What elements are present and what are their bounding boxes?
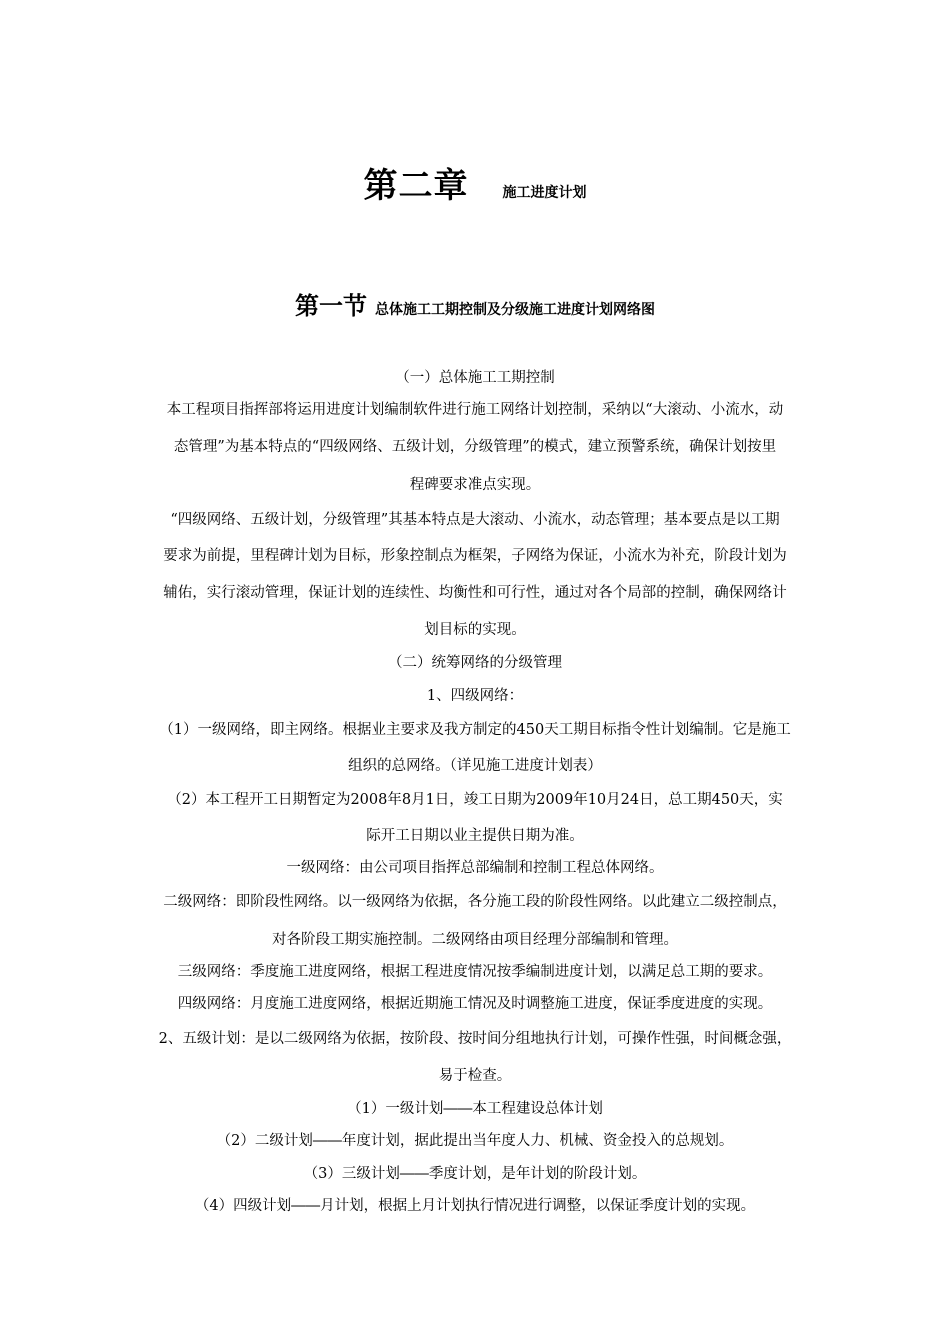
section-heading: [0, 286, 950, 321]
body-line: 程碑要求准点实现。: [409, 477, 541, 493]
chapter-heading: [0, 158, 950, 207]
body-line: 组织的总网络。（详见施工进度计划表）: [348, 758, 602, 774]
body-line: 要求为前提，里程碑计划为目标，形象控制点为框架，子网络为保证，小流水为补充，阶段计划为: [163, 548, 787, 564]
body-line: 本工程项目指挥部将运用进度计划编制软件进行施工网络计划控制，采纳以“大滚动、小流水，动: [166, 402, 784, 418]
chapter-number: 第二章: [363, 166, 469, 206]
body-line: 辅佑，实行滚动管理，保证计划的连续性、均衡性和可行性，通过对各个局部的控制，确保网络计: [163, 585, 787, 601]
body-line: 态管理”为基本特点的“四级网络、五级计划，分级管理”的模式，建立预警系统，确保计划按里: [173, 439, 777, 455]
chapter-title: 施工进度计划: [502, 185, 587, 201]
plan-item: （3）三级计划――季度计划，是年计划的阶段计划。: [303, 1166, 647, 1182]
list-heading-four-level-network: 1、四级网络：: [426, 688, 524, 704]
subheading-overall-schedule-control: （一）总体施工工期控制: [395, 370, 555, 386]
body-line: 四级网络：月度施工进度网络，根据近期施工情况及时调整施工进度，保证季度进度的实现。: [177, 996, 773, 1012]
body-line: “四级网络、五级计划，分级管理”其基本特点是大滚动、小流水，动态管理；基本要点是以工期: [170, 512, 780, 528]
body-line: 一级网络：由公司项目指挥总部编制和控制工程总体网络。: [286, 860, 664, 876]
plan-item: （1）一级计划――本工程建设总体计划: [347, 1101, 603, 1117]
body-line: 三级网络：季度施工进度网络，根据工程进度情况按季编制进度计划，以满足总工期的要求。: [177, 964, 773, 980]
section-title: 总体施工工期控制及分级施工进度计划网络图: [375, 302, 655, 318]
body-line: 划目标的实现。: [424, 622, 526, 638]
list-heading-five-level-plan: 2、五级计划：是以二级网络为依据，按阶段、按时间分组地执行计划，可操作性强，时间概念强，: [158, 1031, 792, 1047]
plan-item: （4）四级计划――月计划，根据上月计划执行情况进行调整，以保证季度计划的实现。: [194, 1198, 756, 1214]
section-number: 第一节: [295, 292, 367, 320]
plan-item: （2）二级计划――年度计划，据此提出当年度人力、机械、资金投入的总规划。: [216, 1133, 734, 1149]
body-line: （2）本工程开工日期暂定为2008年8月1日，竣工日期为2009年10月24日，总工期450天，实: [167, 792, 783, 808]
subheading-network-management: （二）统筹网络的分级管理: [388, 655, 562, 671]
body-line: 易于检查。: [438, 1068, 512, 1084]
body-line: 对各阶段工期实施控制。二级网络由项目经理分部编制和管理。: [272, 932, 678, 948]
body-line: 际开工日期以业主提供日期为准。: [366, 828, 584, 844]
body-line: （1）一级网络，即主网络。根据业主要求及我方制定的450天工期目标指令性计划编制。它是施工: [159, 722, 791, 738]
body-line: 二级网络：即阶段性网络。以一级网络为依据，各分施工段的阶段性网络。以此建立二级控制点，: [163, 894, 787, 910]
